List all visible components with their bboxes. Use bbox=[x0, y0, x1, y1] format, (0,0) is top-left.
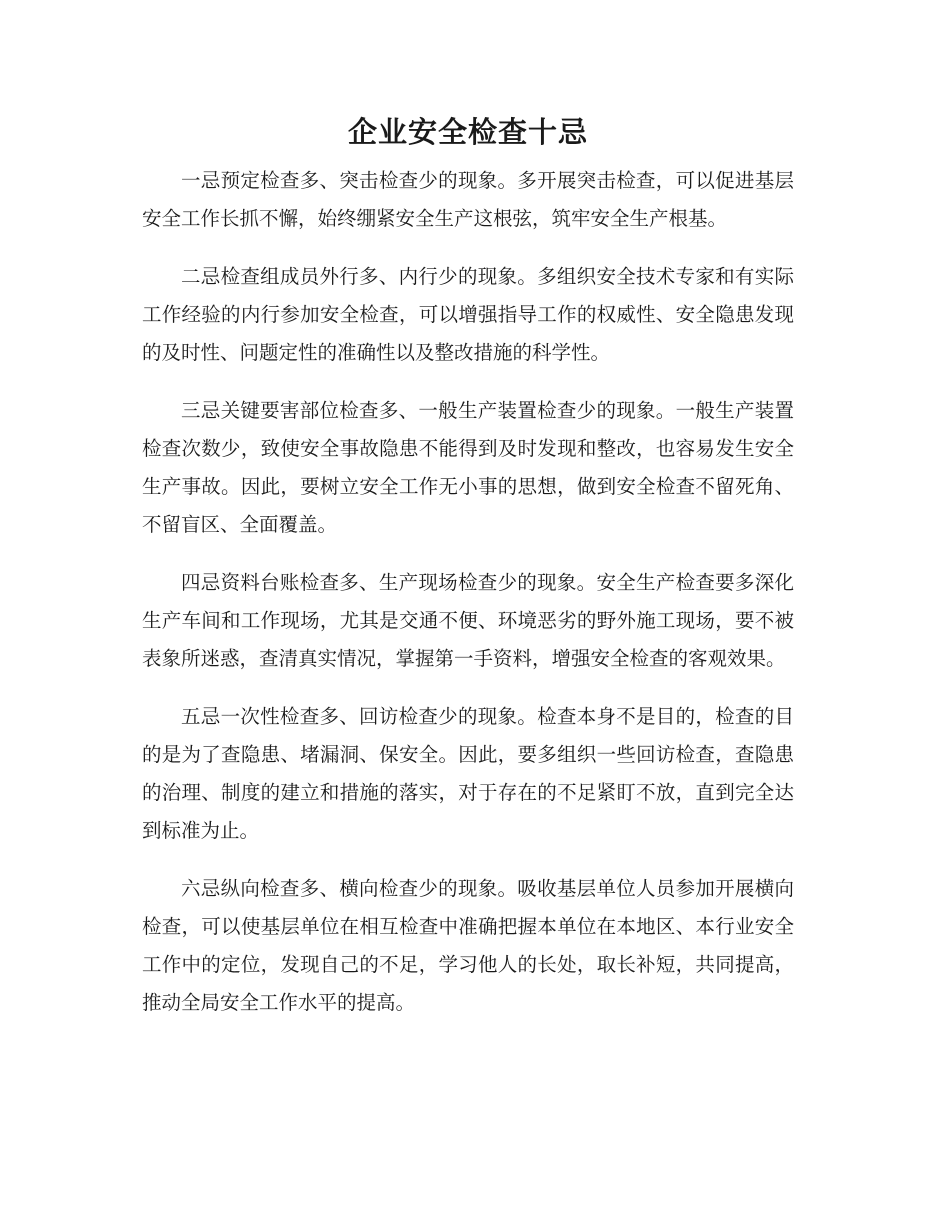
document-body bbox=[142, 162, 794, 1022]
paragraph-5: 五忌一次性检查多、回访检查少的现象。检查本身不是目的，检查的目的是为了查隐患、堵漏洞、保安全。因此，要多组织一些回访检查，查隐患的治理、制度的建立和措施的落实，对于存在的不足紧盯不放，直到完全达到标准为止。 bbox=[142, 705, 794, 842]
paragraph-1: 一忌预定检查多、突击检查少的现象。多开展突击检查，可以促进基层安全工作长抓不懈，始终绷紧安全生产这根弦，筑牢安全生产根基。 bbox=[142, 169, 794, 230]
document-title: 企业安全检查十忌 bbox=[347, 115, 588, 149]
paragraph-3: 三忌关键要害部位检查多、一般生产装置检查少的现象。一般生产装置检查次数少，致使安全事故隐患不能得到及时发现和整改，也容易发生安全生产事故。因此，要树立安全工作无小事的思想，做到安全检查不留死角、不留盲区、全面覆盖。 bbox=[142, 399, 794, 536]
paragraph-6: 六忌纵向检查多、横向检查少的现象。吸收基层单位人员参加开展横向检查，可以使基层单位在相互检查中准确把握本单位在本地区、本行业安全工作中的定位，发现自己的不足，学习他人的长处，取长补短，共同提高，推动全局安全工作水平的提高。 bbox=[142, 877, 794, 1014]
paragraph-2: 二忌检查组成员外行多、内行少的现象。多组织安全技术专家和有实际工作经验的内行参加安全检查，可以增强指导工作的权威性、安全隐患发现的及时性、问题定性的准确性以及整改措施的科学性。 bbox=[142, 265, 794, 364]
paragraph-4: 四忌资料台账检查多、生产现场检查少的现象。安全生产检查要多深化生产车间和工作现场，尤其是交通不便、环境恶劣的野外施工现场，要不被表象所迷惑，查清真实情况，掌握第一手资料，增强安全检查的客观效果。 bbox=[142, 571, 794, 670]
document-page bbox=[142, 110, 794, 1022]
